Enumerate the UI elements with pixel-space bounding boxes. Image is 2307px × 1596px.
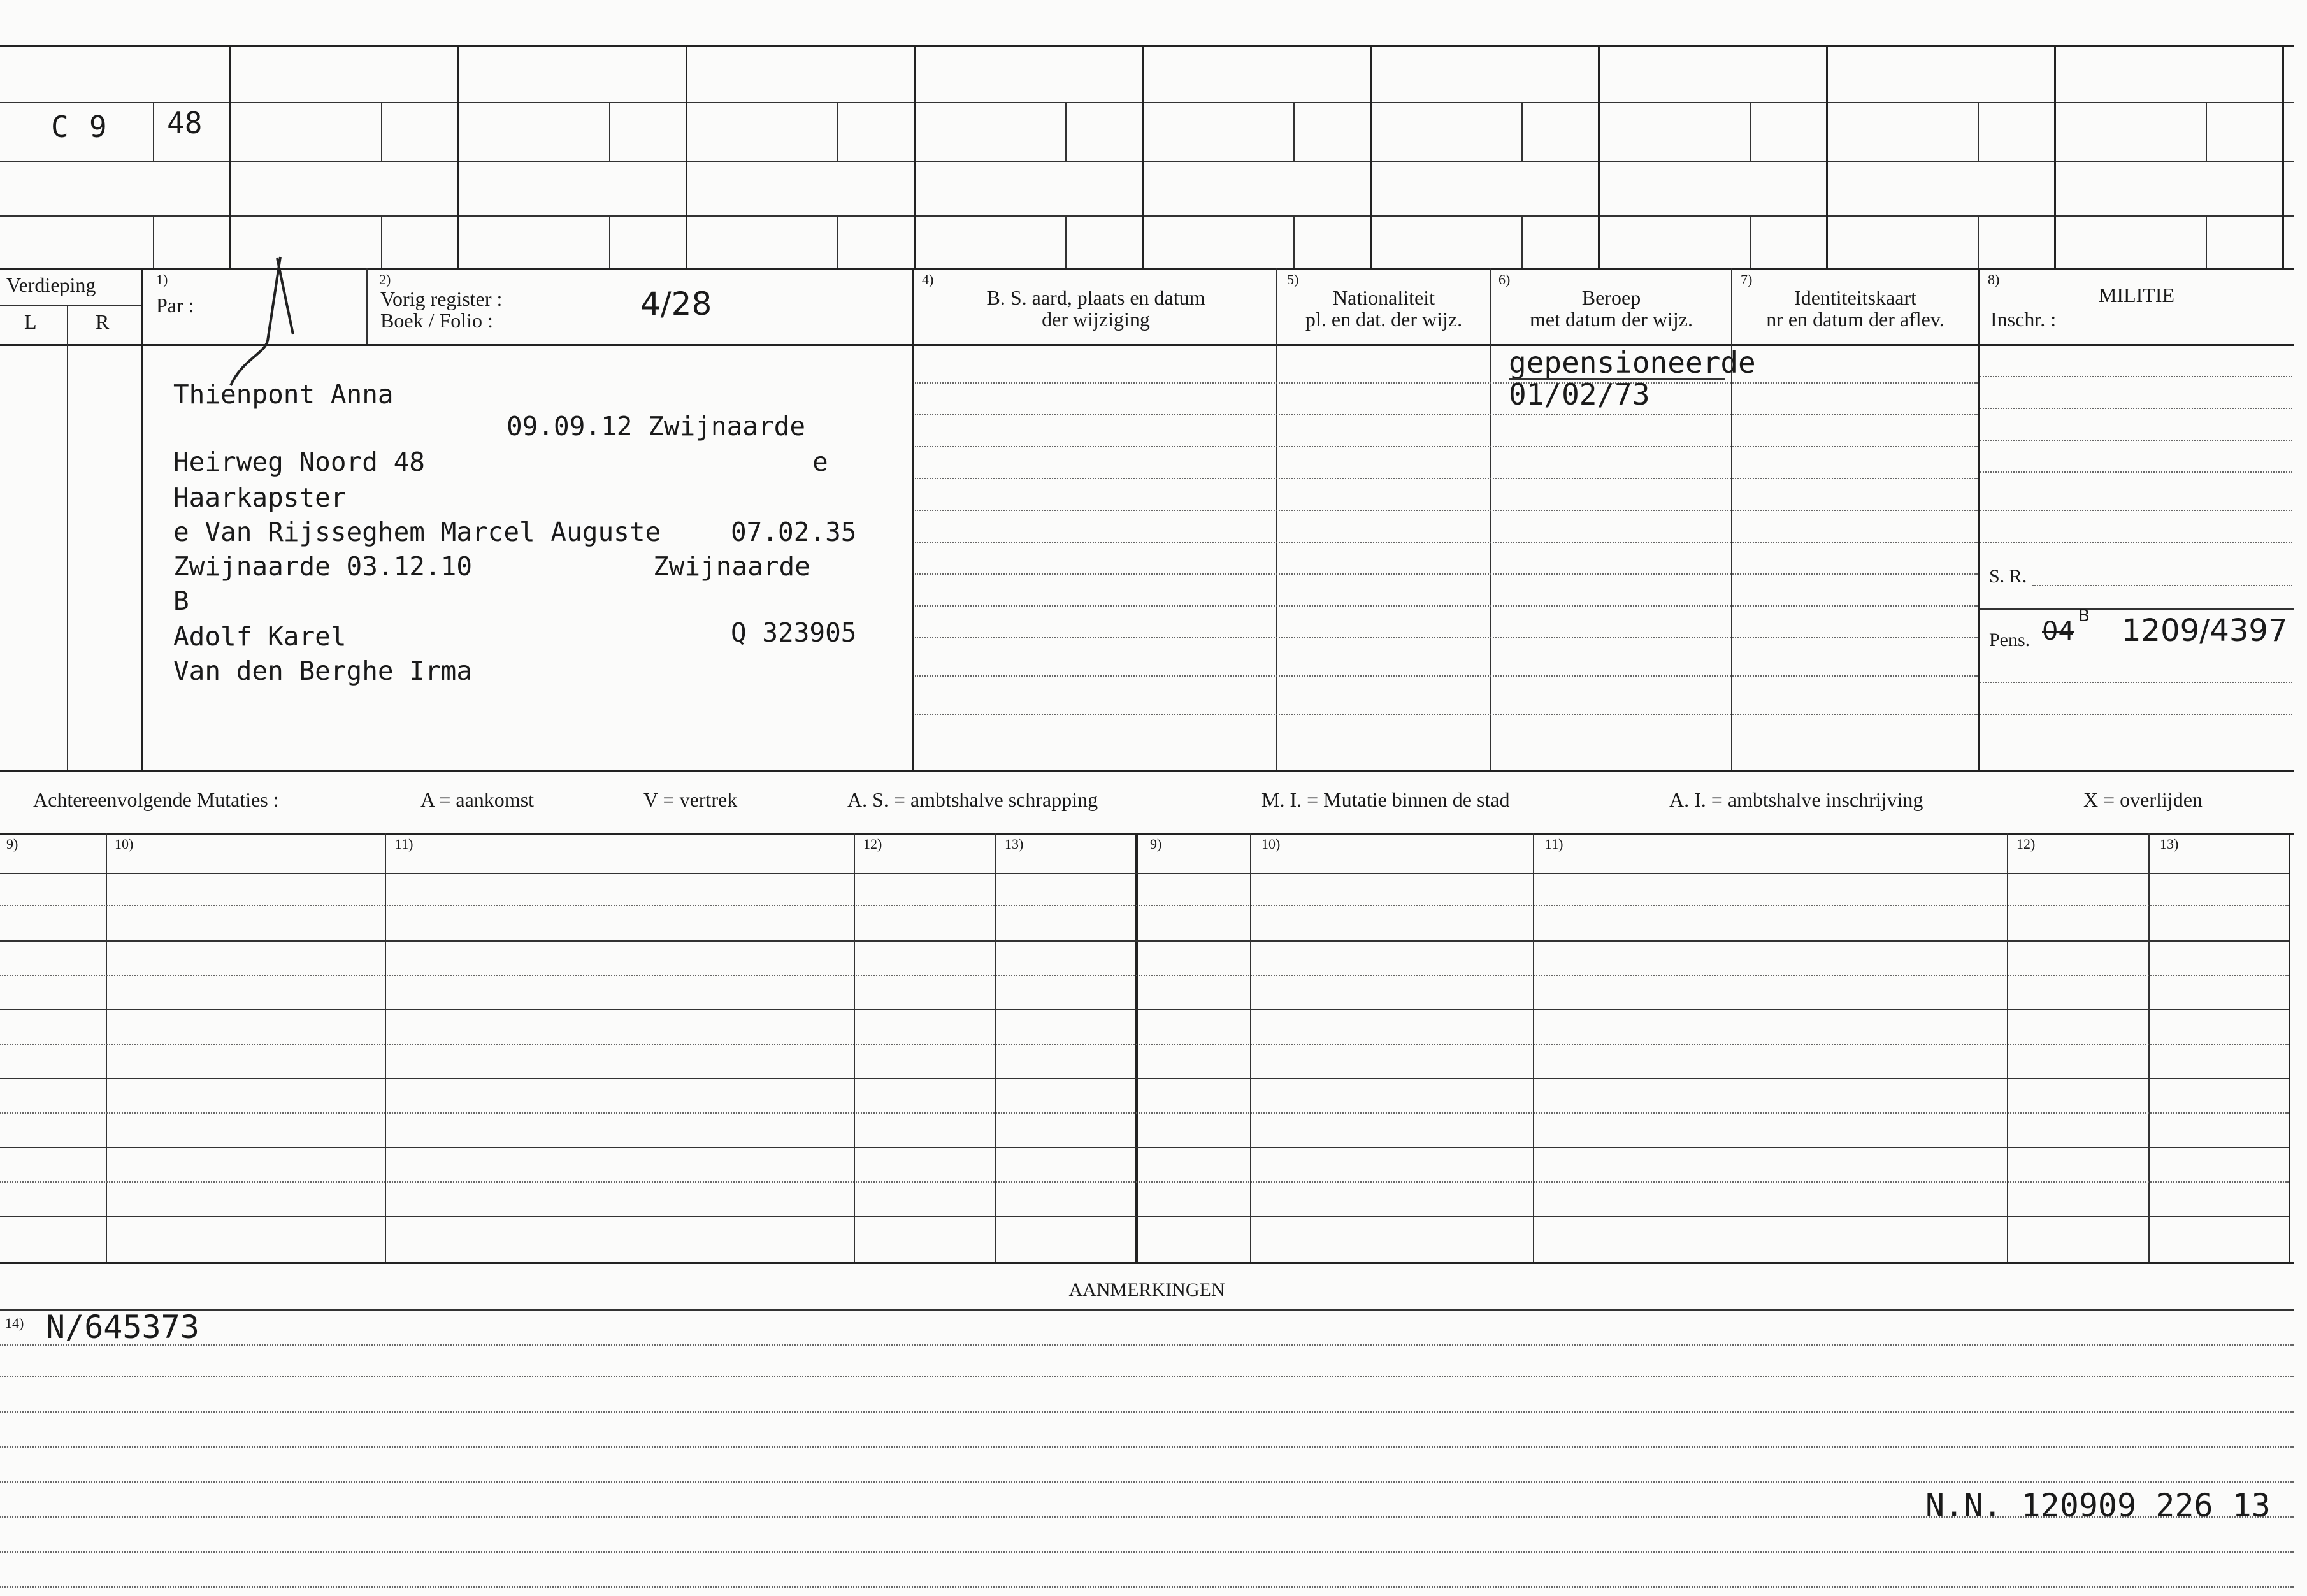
- boek-folio-label: Boek / Folio :: [380, 309, 493, 332]
- top-code-digit: 9: [89, 110, 107, 144]
- nationaliteit-header-line2: pl. en dat. der wijz.: [1305, 308, 1463, 331]
- legend-schrapping: A. S. = ambtshalve schrapping: [847, 788, 1098, 811]
- spouse-birth: Zwijnaarde 03.12.10: [173, 551, 472, 582]
- floor-l-label: L: [24, 310, 37, 333]
- vorig-number: 2): [379, 271, 391, 287]
- pens-super: B: [2078, 607, 2090, 626]
- mut-col-11-right: 11): [1545, 836, 1563, 852]
- beroep-header-line1: Beroep: [1581, 286, 1641, 309]
- mut-col-11-left: 11): [395, 836, 413, 852]
- top-code-number: 48: [167, 106, 203, 140]
- spouse-place: Zwijnaarde: [653, 551, 810, 582]
- beroep-header-line2: met datum der wijz.: [1530, 308, 1693, 331]
- legend-overlijden: X = overlijden: [2083, 788, 2203, 811]
- militie-number: 8): [1988, 271, 2000, 287]
- legend-vertrek: V = vertrek: [643, 788, 738, 811]
- boek-folio-value: 4/28: [640, 285, 712, 322]
- mother-name: Van den Berghe Irma: [173, 656, 472, 686]
- bs-number: 4): [922, 271, 934, 287]
- legend-mutatie: M. I. = Mutatie binnen de stad: [1261, 788, 1510, 811]
- beroep-entry-line1: gepensioneerde: [1509, 345, 1756, 380]
- pens-value: 1209/4397: [2122, 613, 2288, 649]
- bs-header-line2: der wijziging: [1042, 308, 1150, 331]
- mut-col-9-left: 9): [6, 836, 18, 852]
- person-name: Thienpont Anna: [173, 379, 394, 410]
- mut-col-12-left: 12): [863, 836, 882, 852]
- national-number: N.N. 120909 226 13: [1925, 1487, 2271, 1524]
- person-address-mark: e: [812, 447, 828, 477]
- pens-label: Pens.: [1989, 629, 2030, 651]
- top-code-letter: C: [51, 110, 69, 144]
- identiteitskaart-header-line1: Identiteitskaart: [1794, 286, 1916, 309]
- militie-header: MILITIE: [2098, 284, 2175, 306]
- mut-col-12-right: 12): [2016, 836, 2036, 852]
- nationality: B: [173, 586, 189, 616]
- floor-r-label: R: [96, 310, 110, 333]
- verdieping-label: Verdieping: [6, 273, 96, 296]
- bs-header-line1: B. S. aard, plaats en datum: [986, 286, 1205, 309]
- spouse-name: e Van Rijsseghem Marcel Auguste: [173, 517, 661, 547]
- person-birth: 09.09.12 Zwijnaarde: [507, 411, 805, 442]
- par-label: Par :: [156, 294, 194, 317]
- marriage-date: 07.02.35: [731, 517, 857, 547]
- sr-label: S. R.: [1989, 566, 2027, 587]
- legend-aankomst: A = aankomst: [420, 788, 535, 811]
- id-number: 7): [1741, 271, 1753, 287]
- legend-inschrijving: A. I. = ambtshalve inschrijving: [1669, 788, 1923, 811]
- nationaliteit-header-line1: Nationaliteit: [1333, 286, 1435, 309]
- mut-col-10-left: 10): [115, 836, 134, 852]
- par-bracket-mark: [217, 252, 306, 398]
- id-code: Q 323905: [731, 617, 857, 648]
- par-number: 1): [156, 271, 168, 287]
- father-name: Adolf Karel: [173, 621, 347, 652]
- mut-col-13-right: 13): [2160, 836, 2179, 852]
- beroep-number: 6): [1498, 271, 1511, 287]
- inschr-label: Inschr. :: [1990, 308, 2057, 331]
- mut-col-13-left: 13): [1005, 836, 1024, 852]
- mut-col-10-right: 10): [1261, 836, 1281, 852]
- person-address: Heirweg Noord 48: [173, 447, 425, 477]
- nat-number: 5): [1287, 271, 1299, 287]
- aanmerkingen-title: AANMERKINGEN: [1068, 1279, 1225, 1300]
- beroep-entry-line2: 01/02/73: [1509, 377, 1650, 412]
- pens-struck: 04: [2042, 617, 2074, 646]
- aanmerkingen-entry: N/645373: [46, 1309, 199, 1346]
- vorig-register-label: Vorig register :: [380, 287, 503, 310]
- mut-col-9-right: 9): [1150, 836, 1162, 852]
- person-occupation: Haarkapster: [173, 482, 347, 513]
- identiteitskaart-header-line2: nr en datum der aflev.: [1766, 308, 1944, 331]
- aanmerkingen-number: 14): [5, 1315, 24, 1331]
- legend-title: Achtereenvolgende Mutaties :: [33, 788, 279, 811]
